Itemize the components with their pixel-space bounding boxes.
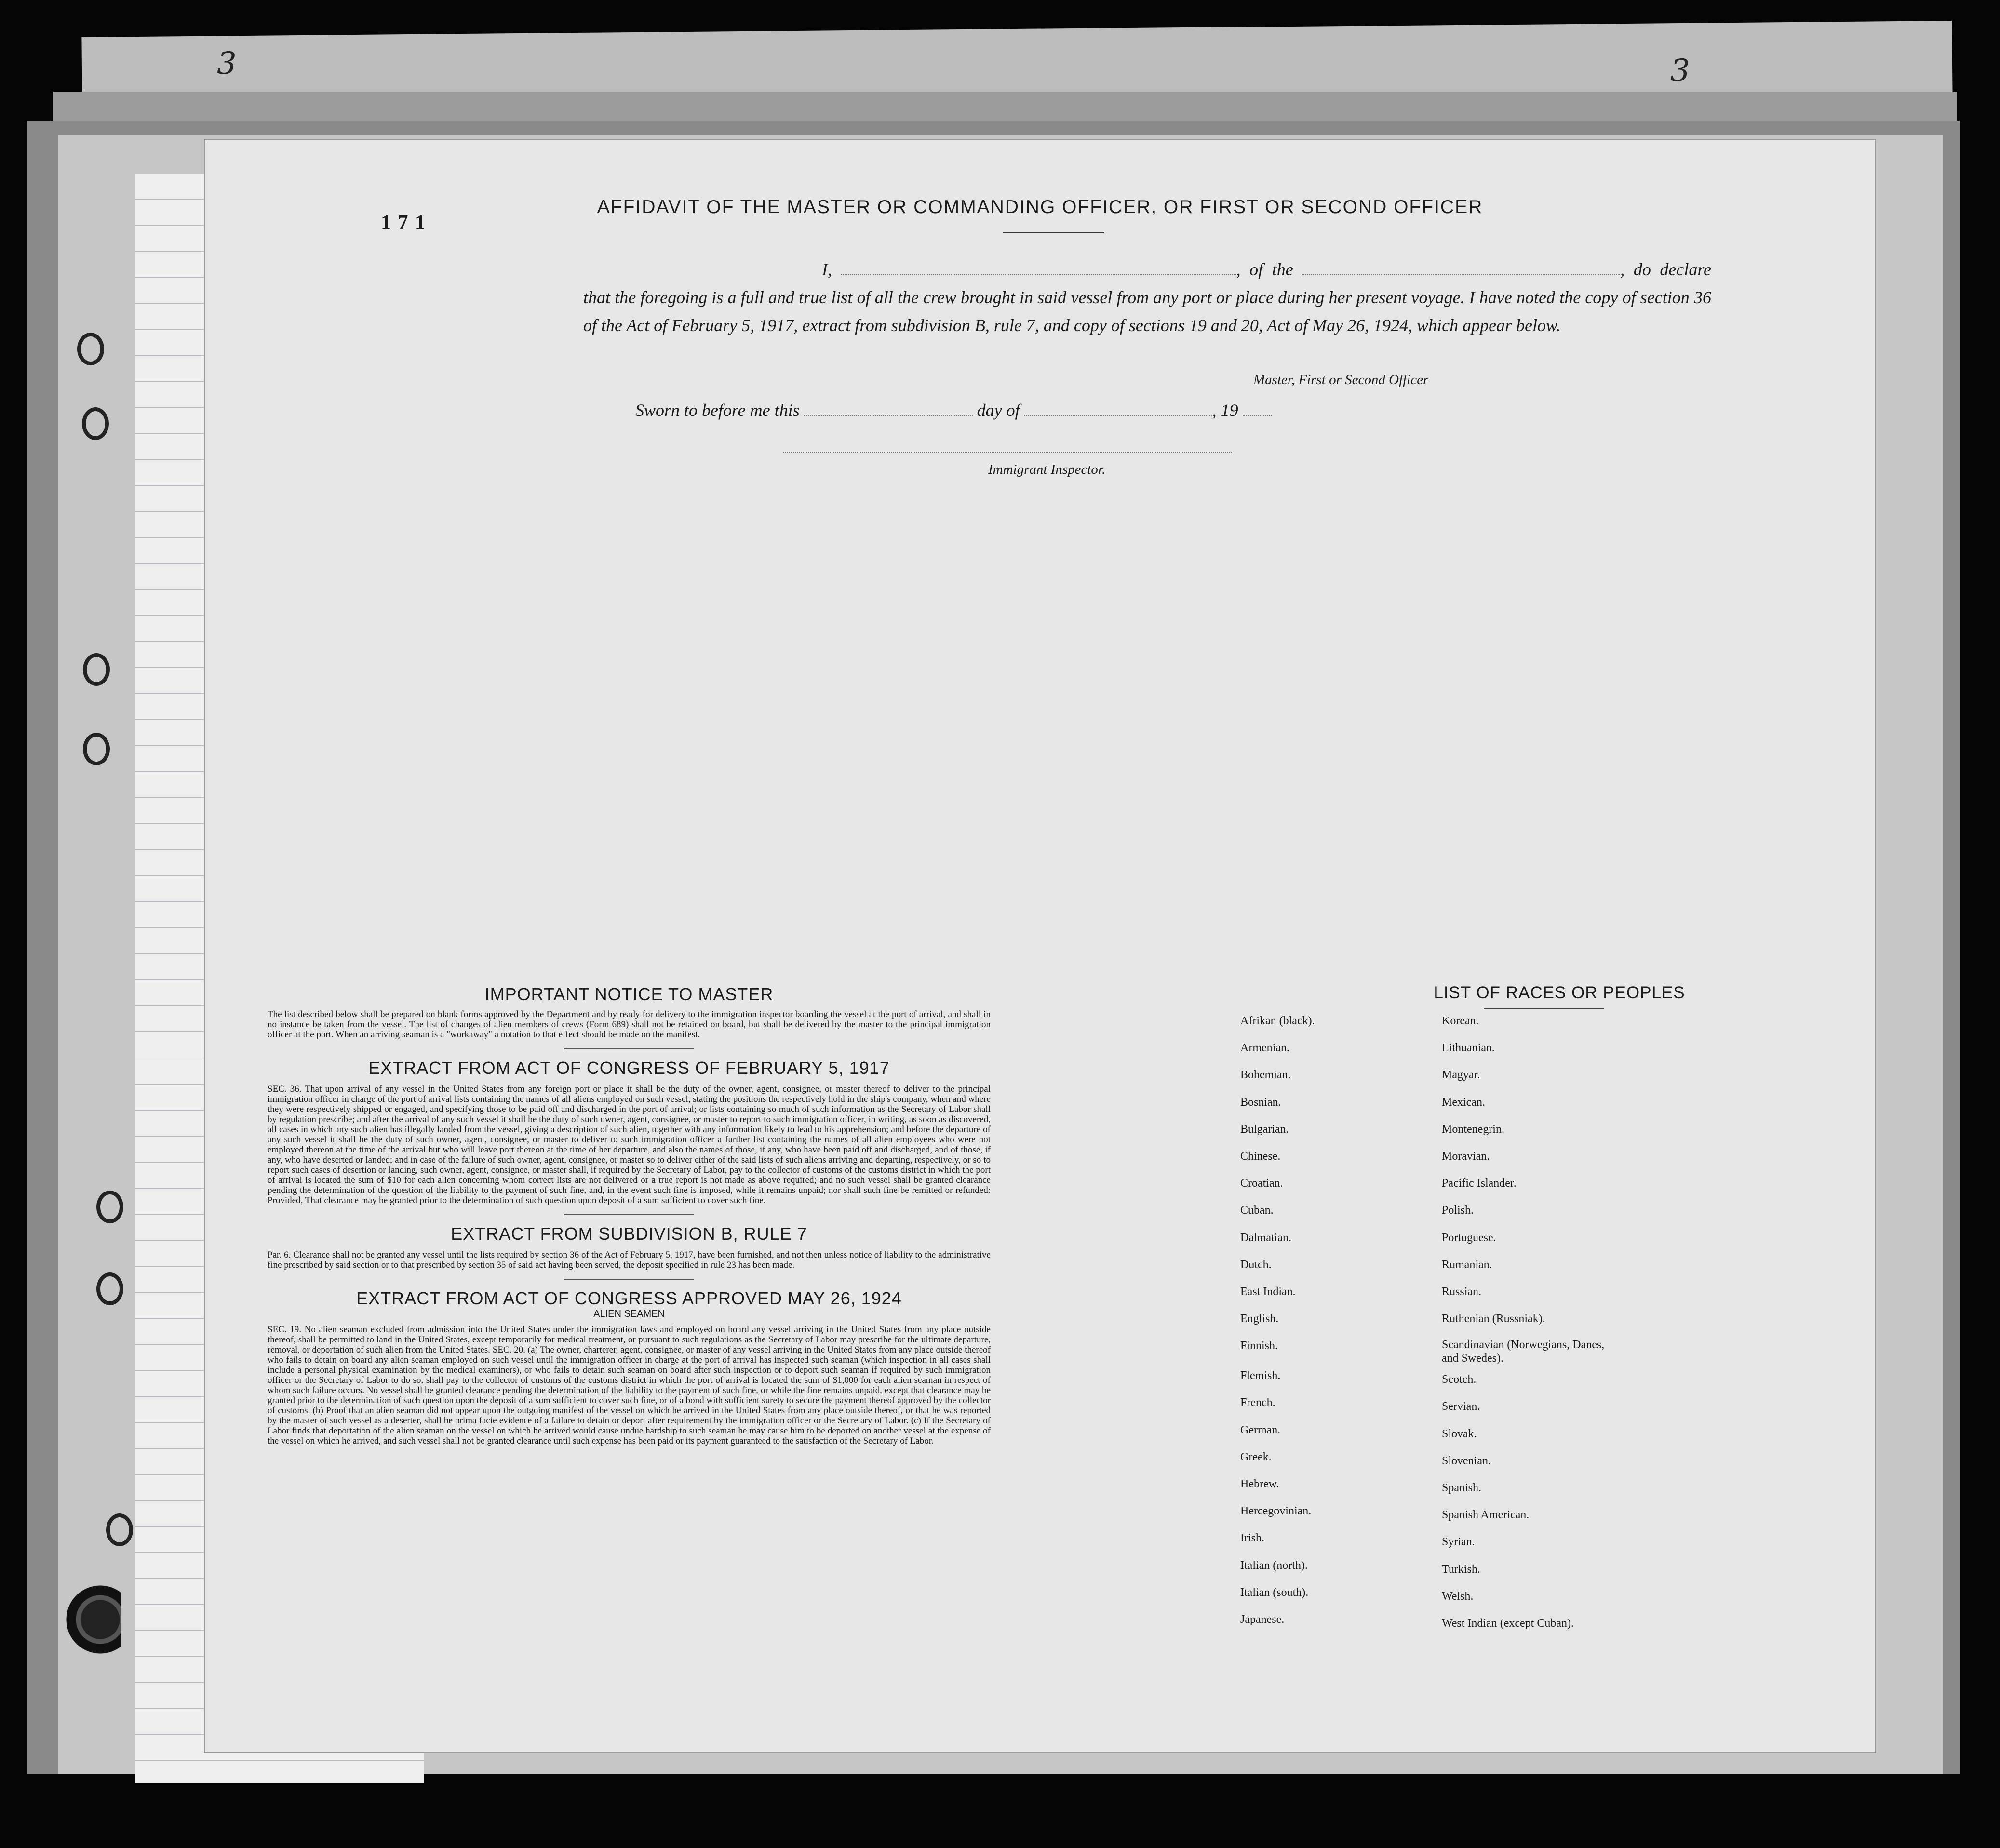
race-item: Irish. bbox=[1240, 1532, 1264, 1545]
punch-hole bbox=[106, 1513, 133, 1546]
handwritten-mark: 3 bbox=[217, 46, 237, 81]
race-item: Portuguese. bbox=[1442, 1231, 1496, 1244]
race-item: Ruthenian (Russniak). bbox=[1442, 1312, 1545, 1326]
do-declare-label: , do declare bbox=[1620, 260, 1712, 279]
section-divider bbox=[564, 1048, 694, 1049]
race-item: Slovenian. bbox=[1442, 1454, 1491, 1467]
vessel-name-field[interactable] bbox=[1302, 261, 1620, 275]
race-item: Bohemian. bbox=[1240, 1069, 1291, 1082]
extract-1917-title: EXTRACT FROM ACT OF CONGRESS OF FEBRUARY 5, 1917 bbox=[368, 1058, 890, 1078]
race-item: Italian (south). bbox=[1240, 1586, 1309, 1599]
extract-rule7-text: Par. 6. Clearance shall not be granted any vessel until the lists required by section 36 of the Act of February 5, 1917, have been furnished, and not then unless notice of liability to the administrative fine prescribed by said section or to that prescribed by section 35 of said act having been served, the deposit specified in rule 23 has been made. bbox=[268, 1250, 991, 1270]
race-item: Korean. bbox=[1442, 1015, 1479, 1027]
race-item: Pacific Islander. bbox=[1442, 1177, 1517, 1190]
master-signature-label: Master, First or Second Officer bbox=[1253, 372, 1429, 388]
sworn-day-field[interactable] bbox=[804, 402, 973, 416]
race-item: Italian (north). bbox=[1240, 1559, 1308, 1572]
of-the-label: , of the bbox=[1236, 260, 1293, 279]
race-item: Spanish American. bbox=[1442, 1509, 1530, 1522]
race-item: Slovak. bbox=[1442, 1427, 1477, 1440]
races-title: LIST OF RACES OR PEOPLES bbox=[1434, 983, 1685, 1002]
affidavit-title: AFFIDAVIT OF THE MASTER OR COMMANDING OFFICER, OR FIRST OR SECOND OFFICER bbox=[597, 197, 1483, 217]
notice-column bbox=[268, 984, 991, 1446]
punch-hole bbox=[96, 1272, 123, 1305]
races-column-1 bbox=[1240, 1013, 1443, 1639]
race-item: Syrian. bbox=[1442, 1536, 1475, 1549]
race-item: Flemish. bbox=[1240, 1369, 1281, 1382]
race-item: Rumanian. bbox=[1442, 1258, 1492, 1271]
punch-hole bbox=[77, 333, 104, 365]
sworn-month-field[interactable] bbox=[1024, 402, 1212, 416]
inspector-signature-field[interactable] bbox=[783, 452, 1232, 453]
handwritten-mark: 3 bbox=[1670, 53, 1690, 89]
race-item: Mexican. bbox=[1442, 1096, 1485, 1109]
race-item: Moravian. bbox=[1442, 1150, 1490, 1163]
race-item: Hercegovinian. bbox=[1240, 1505, 1312, 1518]
race-item: English. bbox=[1240, 1312, 1279, 1326]
year-prefix-label: , 19 bbox=[1212, 401, 1238, 420]
sworn-line bbox=[635, 400, 1272, 420]
punch-hole bbox=[83, 733, 110, 765]
extract-1924-text: SEC. 19. No alien seaman excluded from admission into the United States under the immigration laws and employed on board any vessel arriving in the United States from any place outside thereof, shall be permitted to land in the United States, except temporarily for medical treatment, or pursuant to such regulations as the Secretary of Labor may prescribe for the ultimate departure, removal, or deportation of such alien from the United States. SEC. 20. (a) The owner, charterer, agent, consignee, or master of any vessel arriving in the United States from any place outside thereof who fails to detain on board any alien seaman employed on such vessel until the immigration officer in charge at the port of arrival has inspected such seaman (which inspection in all cases shall include a personal physical examination by the medical examiners), or who fails to detain such seaman on board after such inspection or to deport such seaman if required by such immigration officer or the Secretary of Labor to do so, shall pay to the collector of customs of the customs district in which the port of arrival is located the sum of $1,000 for each alien seaman in respect of whom such failure occurs. No vessel shall be granted clearance pending the determination of the liability to the payment of such fine, or while the fine remains unpaid, except that clearance may be granted prior to the determination of such question upon the deposit of a sum sufficient to cover such fine, or of a bond with sufficient surety to secure the payment thereof approved by the collector of customs. (b) Proof that an alien seaman did not appear upon the outgoing manifest of the vessel on which he arrived in the United States from any place outside thereof, or that he was reported by the master of such vessel as a deserter, shall be prima facie evidence of a failure to detain or deport after requirement by the immigration officer or the Secretary of Labor. (c) If the Secretary of Labor finds that deportation of the alien seaman on the vessel on which he arrived would cause undue hardship to such seaman he may cause him to be deported on another vessel at the expense of the vessel on which he arrived, and such vessel shall not be granted clearance until such expense has been paid or its payment guaranteed to the satisfaction of the Secretary of Labor. bbox=[268, 1325, 991, 1446]
race-item: Dalmatian. bbox=[1240, 1231, 1291, 1244]
race-item: Cuban. bbox=[1240, 1204, 1274, 1217]
race-item: Greek. bbox=[1240, 1450, 1272, 1463]
race-item: Lithuanian. bbox=[1442, 1042, 1495, 1055]
race-item: French. bbox=[1240, 1396, 1275, 1409]
race-item: Scotch. bbox=[1442, 1373, 1477, 1386]
races-title-underline bbox=[1484, 1008, 1604, 1009]
race-item: Spanish. bbox=[1442, 1482, 1482, 1494]
punch-hole bbox=[96, 1191, 123, 1223]
race-item: Scandinavian (Norwegians, Danes, and Swedes). bbox=[1442, 1339, 1605, 1365]
race-item: East Indian. bbox=[1240, 1285, 1296, 1298]
race-item: Polish. bbox=[1442, 1204, 1474, 1217]
notice-title: IMPORTANT NOTICE TO MASTER bbox=[484, 984, 774, 1004]
sworn-label: Sworn to before me this bbox=[635, 401, 800, 420]
races-column-2 bbox=[1442, 1013, 1712, 1643]
race-item: Magyar. bbox=[1442, 1069, 1480, 1082]
race-item: Montenegrin. bbox=[1442, 1123, 1504, 1136]
officer-name-field[interactable] bbox=[841, 261, 1236, 275]
race-item: Bosnian. bbox=[1240, 1096, 1281, 1109]
race-item: Croatian. bbox=[1240, 1177, 1283, 1190]
extract-1917-text: SEC. 36. That upon arrival of any vessel in the United States from any foreign port or place it shall be the duty of the owner, agent, consignee, or master thereof to deliver to the principal immigration officer in charge of the port of arrival lists containing the names of all aliens employed on such vessel, stating the positions the respectively hold in the ship's company, when and where they were respectively shipped or engaged, and specifying those to be paid off and discharged in the port of arrival; or lists containing so much of such information as the Secretary of Labor shall by regulation prescribe; and after the arrival of any such vessel it shall be the duty of such owner, agent, consignee, or master to report to such immigration officer, in writing, as soon as discovered, all cases in which any such alien has illegally landed from the vessel, giving a description of such alien, together with any information likely to lead to his apprehension; and before the departure of any such vessel it shall be the duty of such owner, agent, consignee, or master to deliver to such immigration officer a further list containing the names of all alien employees who were not employed thereon at the time of the arrival but who will leave port thereon at the time of her departure, and also the names of those, if any, who have been paid off and discharged, and of those, if any, who have deserted or landed; and in case of the failure of such owner, agent, consignee, or master so to deliver either of the said lists of such aliens arriving and departing, respectively, or so to report such cases of desertion or landing, such owner, agent, consignee, or master shall, if required by the Secretary of Labor, pay to the collector of customs of the customs district in which the port of arrival is located the sum of $10 for each alien concerning whom correct lists are not delivered or a true report is not made as above required; and no such vessel shall be granted clearance pending the determination of the question of the liability to the payment of such fine, and, in the event such fine is imposed, while it remains unpaid; nor shall such fine be remitted or refunded: Provided, That clearance may be granted prior to the determination of such question upon deposit of a sum sufficient to cover such fine. bbox=[268, 1084, 991, 1205]
race-item: Russian. bbox=[1442, 1285, 1482, 1298]
notice-text: The list described below shall be prepared on blank forms approved by the Department and by ready for delivery to the immigration inspector boarding the vessel at the port of arrival, and shall in no instance be taken from the vessel. The list of changes of alien members of crews (Form 689) shall not be retained on board, but shall be delivered by the master to the principal immigration officer at the port. When an arriving seaman is a "workaway" a notation to that effect should be made on the manifest. bbox=[268, 1009, 991, 1040]
seal bbox=[53, 1557, 121, 1682]
section-divider bbox=[564, 1279, 694, 1280]
race-item: Afrikan (black). bbox=[1240, 1015, 1315, 1027]
extract-1924-subtitle: ALIEN SEAMEN bbox=[593, 1309, 665, 1319]
race-item: Hebrew. bbox=[1240, 1478, 1279, 1490]
extract-rule7-title: EXTRACT FROM SUBDIVISION B, RULE 7 bbox=[451, 1224, 807, 1244]
race-item: Chinese. bbox=[1240, 1150, 1281, 1163]
extract-1924-title: EXTRACT FROM ACT OF CONGRESS APPROVED MAY 26, 1924 bbox=[356, 1288, 902, 1308]
i-label: I, bbox=[822, 260, 832, 279]
race-item: Bulgarian. bbox=[1240, 1123, 1289, 1136]
race-item: Japanese. bbox=[1240, 1613, 1285, 1626]
affidavit-form-page bbox=[205, 140, 1875, 1752]
day-of-label: day of bbox=[977, 401, 1020, 420]
race-item: Finnish. bbox=[1240, 1339, 1278, 1353]
page-number-mark: 1 7 1 bbox=[381, 212, 426, 234]
race-item: Servian. bbox=[1442, 1400, 1480, 1413]
race-item: Turkish. bbox=[1442, 1563, 1480, 1576]
inspector-label: Immigrant Inspector. bbox=[988, 462, 1106, 477]
race-item: West Indian (except Cuban). bbox=[1442, 1617, 1574, 1630]
race-item: German. bbox=[1240, 1423, 1281, 1436]
punch-hole bbox=[83, 653, 110, 686]
race-item: Dutch. bbox=[1240, 1258, 1272, 1271]
punch-hole bbox=[82, 407, 109, 440]
declaration-text: that the foregoing is a full and true list of all the crew brought in said vessel from any port or place during her present voyage. I have noted the copy of section 36 of the Act of February 5, 1917, extract from subdivision B, rule 7, and copy of sections 19 and 20, Act of May 26, 1924, which appear below. bbox=[583, 288, 1711, 335]
race-item: Armenian. bbox=[1240, 1042, 1289, 1055]
sworn-year-field[interactable] bbox=[1243, 402, 1272, 416]
title-underline bbox=[1003, 232, 1104, 233]
race-item: Welsh. bbox=[1442, 1590, 1474, 1603]
declaration-paragraph bbox=[583, 255, 1711, 339]
section-divider bbox=[564, 1214, 694, 1215]
